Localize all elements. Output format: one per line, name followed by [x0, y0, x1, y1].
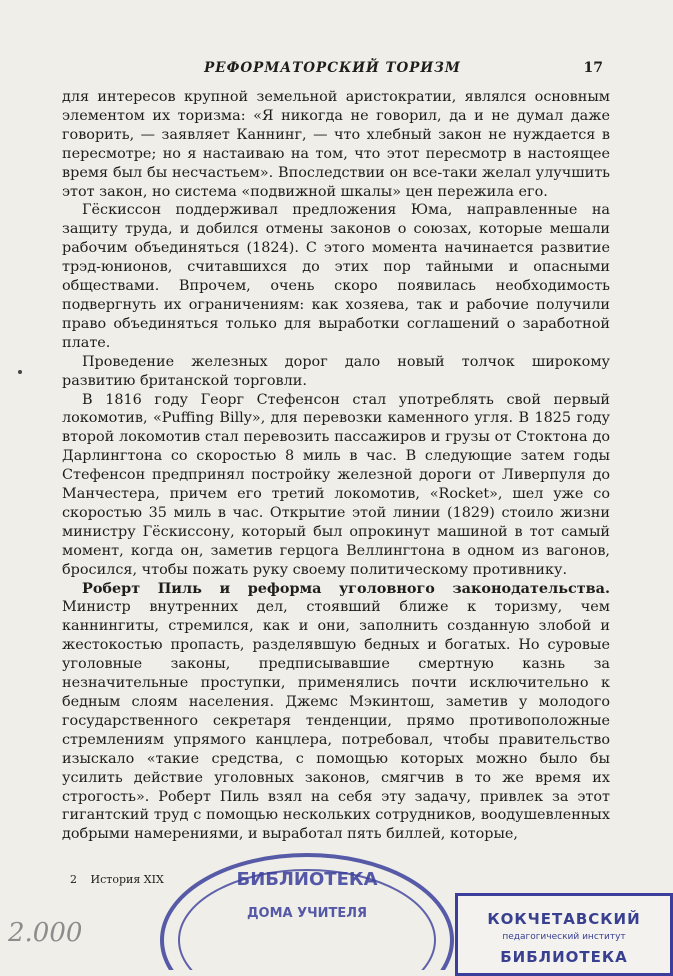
page-header [62, 60, 603, 82]
stamp-rect-line2: педагогический институт [502, 932, 626, 942]
section-title: Роберт Пиль и реформа уголовного законодательства. [82, 579, 610, 597]
library-round-stamp [157, 845, 457, 970]
running-title: РЕФОРМАТОРСКИЙ ТОРИЗМ [204, 60, 461, 76]
paragraph-4: В 1816 году Георг Стефенсон стал употреблять свой первый локомотив, «Puffing Billy», для перевозки каменного угля. В 1825 году второй локомотив стал перевозить пассажиров и грузы от Стоктона до Дарлингтона со скоростью 8 миль в час. В следующие затем годы Стефенсон предпринял постройку железной дороги от Ливерпуля до Манчестера, причем его третий локомотив, «Rocket», шел уже со скоростью 35 миль в час. Открытие этой линии (1829) стоило жизни министру Гёскиссону, который был опрокинут машиной в тот самый момент, когда он, заметив герцога Веллингтона в одном из вагонов, бросился, чтобы пожать руку своему политическому противнику. [62, 391, 610, 578]
institute-library-stamp [455, 893, 673, 976]
pencil-inventory-mark: 2.000 [8, 918, 83, 948]
body-text [62, 88, 610, 844]
margin-dot [18, 370, 22, 374]
stamp-rect-line3: БИБЛИОТЕКА [500, 948, 628, 966]
paragraph-2: Гёскиссон поддерживал предложения Юма, направленные на защиту труда, и добился отмены законов о союзах, которые мешали рабочим объединяться (1824). С этого момента начинается развитие трэд-юнионов, считавшихся до этих пор тайными и опасными обществами. Впрочем, очень скоро появилась необходимость подвергнуть их ограничениям: как хозяева, так и рабочие получили право объединяться только для выработки соглашений о заработной плате. [62, 202, 610, 351]
section-text: Министр внутренних дел, стоявший ближе к торизму, чем каннингиты, стремился, как и они, заполнить созданную злобой и жестокостью пропасть, разделявшую бедных и богатых. Но суровые уголовные законы, предписывавшие смертную казнь за незначительные проступки, применялись почти исключительно к бедным слоям населения. Джемс Мэкинтош, заметив у молодого государственного секретаря тенденции, прямо противоположные стремлениям упрямого канцлера, потребовал, чтобы правительство изыскало «такие средства, с помощью которых можно было бы усилить действие уголовных законов, смягчив в то же время их строгость». Роберт Пиль взял на себя эту задачу, привлек за этот гигантский труд с помощью нескольких сотрудников, воодушевленных добрыми намерениями, и выработал пять биллей, которые, [62, 599, 610, 843]
section-paragraph [62, 580, 610, 845]
paragraph-1: для интересов крупной земельной аристократии, являлся основным элементом их торизма: «Я никогда не говорил, да и не думал даже говорить, — заявляет Каннинг, — что хлебный закон не нуждается в пересмотре; но я настаиваю на том, что этот пересмотр в настоящее время был бы несчастьем». Впоследствии он все-таки желал улучшить этот закон, но система «подвижной шкалы» цен пережила его. [62, 89, 610, 200]
paragraph-3: Проведение железных дорог дало новый толчок широкому развитию британской торговли. [62, 353, 610, 389]
signature-number: 2 [70, 873, 77, 886]
page-number: 17 [583, 60, 603, 76]
stamp-round-line1: БИБЛИОТЕКА [236, 869, 378, 890]
stamp-rect-line1: КОКЧЕТАВСКИЙ [487, 910, 641, 928]
stamp-round-line2: ДОМА УЧИТЕЛЯ [246, 906, 368, 921]
signature-title: История XIX [90, 873, 164, 886]
